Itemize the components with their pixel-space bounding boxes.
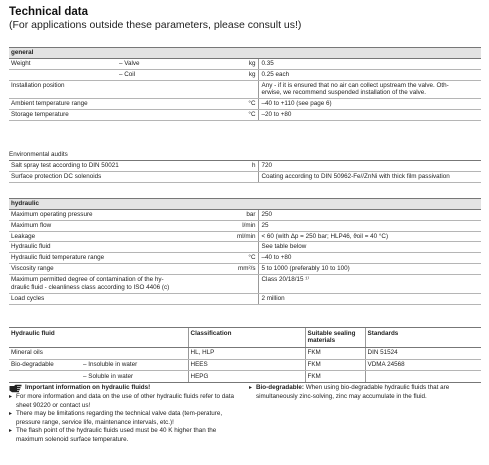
table-row: – Soluble in water HEPG FKM <box>9 371 481 383</box>
hydraulic-fluid-table <box>9 327 481 383</box>
table-row: Leakage ml/min < 60 (with Δp = 250 bar; HLP46, ϑoil = 40 °C) <box>9 231 481 242</box>
table-row <box>9 171 481 182</box>
bio-degradable-note <box>249 384 481 401</box>
install-label: Installation position <box>9 80 227 99</box>
table-row <box>9 293 481 304</box>
ambient-label: Ambient temperature range <box>9 99 227 110</box>
unit: kg <box>227 69 258 80</box>
section-header-environment: Environmental audits <box>9 151 68 158</box>
value: 0.35 <box>258 58 481 69</box>
value: Any - if it is ensured that no air can collect upstream the valve. Oth- erwise, we recommend suspended installation of the valve. <box>258 80 481 99</box>
environment-table <box>9 161 481 183</box>
section-header-general: general <box>9 48 481 59</box>
list-item: ▸ There may be limitations regarding the technical valve data (tem-perature, pressure range, service life, maintenance intervals, etc.)! <box>9 410 241 427</box>
page-subtitle: (For applications outside these parameters, please consult us!) <box>9 19 302 31</box>
value: 2 million <box>258 293 481 304</box>
table-row <box>9 99 481 110</box>
unit: kg <box>227 58 258 69</box>
list-item: ▸ The flash point of the hydraulic fluids used must be 40 K higher than the maximum solenoid surface temperature. <box>9 427 241 444</box>
table-row <box>9 110 481 121</box>
table-row: Mineral oils HL, HLP FKM DIN 51524 <box>9 347 481 359</box>
salt-label: Salt spray test according to DIN 50021 <box>9 161 227 171</box>
value: –20 to +80 <box>258 110 481 121</box>
surface-label: Surface protection DC solenoids <box>9 171 227 182</box>
table-row: Viscosity range mm²/s 5 to 1000 (preferably 10 to 100) <box>9 264 481 275</box>
table-row <box>9 275 481 294</box>
table-header-row: Hydraulic fluid Classification Suitable sealing materials Standards <box>9 328 481 348</box>
pointing-hand-icon <box>9 384 22 393</box>
table-row: Bio-degradable – Insoluble in water HEES FKM VDMA 24568 <box>9 359 481 371</box>
table-row: Hydraulic fluid See table below <box>9 242 481 253</box>
page-title: Technical data <box>9 6 89 18</box>
table-row: Maximum operating pressure bar 250 <box>9 209 481 220</box>
note-title: Important information on hydraulic fluids! <box>25 384 151 392</box>
unit: h <box>227 161 258 171</box>
table-row <box>9 58 481 69</box>
contamination-label: Maximum permitted degree of contamination of the hy- draulic fluid - cleanliness class according to ISO 4406 (c) <box>9 275 227 294</box>
storage-label: Storage temperature <box>9 110 227 121</box>
valve-label: – Valve <box>117 58 227 69</box>
value: Coating according to DIN 50962-Fe//ZnNi with thick film passivation <box>258 171 481 182</box>
weight-label: Weight <box>9 58 117 69</box>
value: –40 to +110 (see page 6) <box>258 99 481 110</box>
important-note <box>9 384 241 444</box>
list-item: ▸ Bio-degradable: When using bio-degradable hydraulic fluids that are simultaneously zinc-solving, zinc may accumulate in the fluid. <box>249 384 481 401</box>
table-row: Hydraulic fluid temperature range °C –40 to +80 <box>9 253 481 264</box>
value: 720 <box>258 161 481 171</box>
section-header-hydraulic: hydraulic <box>9 199 481 210</box>
list-item: ▸ For more information and data on the use of other hydraulic fluids refer to data sheet 90220 or contact us! <box>9 393 241 410</box>
unit: °C <box>227 110 258 121</box>
table-row <box>9 69 481 80</box>
coil-label: – Coil <box>117 69 227 80</box>
note-list <box>9 393 241 444</box>
table-row <box>9 80 481 99</box>
value: Class 20/18/15 ¹⁾ <box>258 275 481 294</box>
hydraulic-table <box>9 198 481 305</box>
table-row <box>9 161 481 171</box>
unit: °C <box>227 99 258 110</box>
value: 0.25 each <box>258 69 481 80</box>
table-row: Maximum flow l/min 25 <box>9 220 481 231</box>
general-table <box>9 47 481 121</box>
load-label: Load cycles <box>9 293 227 304</box>
